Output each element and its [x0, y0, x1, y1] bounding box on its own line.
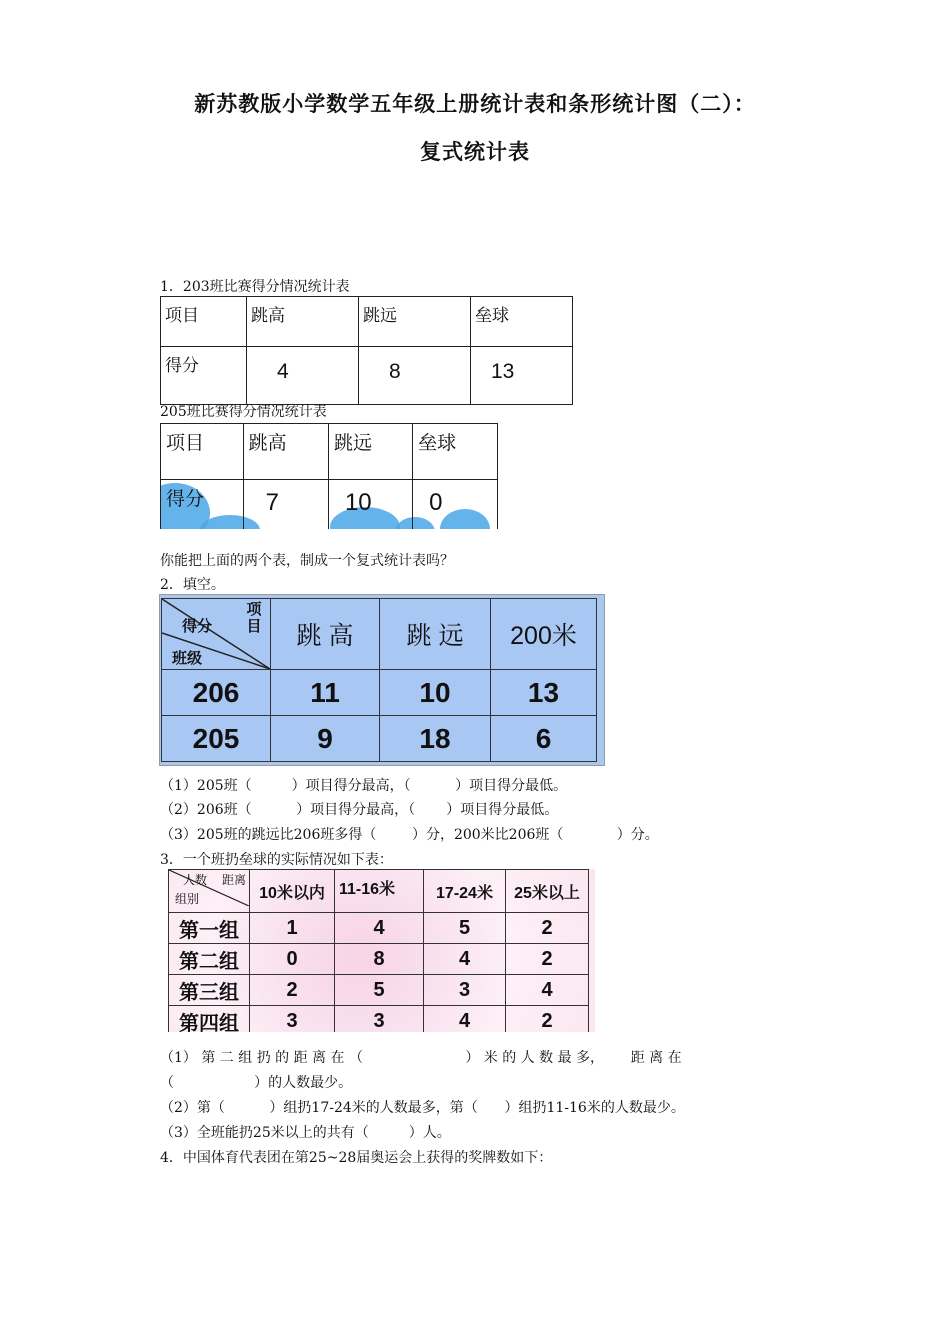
table2-caption: 205班比赛得分情况统计表: [160, 404, 327, 420]
table1-header-softball: 垒球: [471, 297, 573, 347]
table-205-scores: [160, 423, 498, 529]
table4-cell: 5: [335, 975, 424, 1006]
table3-header: 跳 高: [271, 599, 380, 670]
table2-header-high-jump: 跳高: [243, 424, 328, 480]
table2-cell: 10: [328, 480, 412, 530]
document-subtitle: 复式统计表: [420, 140, 530, 164]
table2-cell: 7: [243, 480, 328, 530]
corner-label-group: 组别: [175, 892, 200, 906]
table4-group: 第一组: [169, 913, 250, 944]
corner-label-score: 得分: [182, 617, 213, 635]
table2-row-label: 得分: [161, 480, 244, 530]
corner-label-people: 人数: [183, 873, 208, 887]
table1-cell: 13: [471, 347, 573, 405]
table4-cell: 5: [424, 913, 506, 944]
table-class-scores: [161, 598, 597, 762]
table1-row-label: 得分: [161, 347, 247, 405]
table1-header-high-jump: 跳高: [247, 297, 359, 347]
table4-group: 第三组: [169, 975, 250, 1006]
table3-cell: 10: [380, 670, 491, 716]
q3-line-1b: （ ）的人数最少。: [160, 1075, 353, 1091]
table4-cell: 2: [250, 975, 335, 1006]
table4-header: 25米以上: [506, 870, 589, 913]
table1-cell: 4: [247, 347, 359, 405]
table1-header-long-jump: 跳远: [359, 297, 471, 347]
q2-line-3: （3）205班的跳远比206班多得（ ）分，200米比206班（ ）分。: [160, 827, 659, 843]
table-class-scores-frame: [159, 594, 605, 766]
table-205-scores-wrapper: [160, 423, 498, 529]
table4-header: 11-16米: [335, 870, 424, 913]
q3-line-2: （2）第（ ）组扔17-24米的人数最多，第（ ）组扔11-16米的人数最少。: [160, 1100, 685, 1116]
corner-label-class: 班级: [172, 649, 203, 667]
table3-cell: 18: [380, 716, 491, 762]
table3-cell: 6: [491, 716, 597, 762]
table4-cell: 3: [250, 1006, 335, 1033]
table4-cell: 1: [250, 913, 335, 944]
table4-cell: 3: [424, 975, 506, 1006]
table3-corner-cell: [162, 599, 271, 670]
table-softball-throw: [168, 869, 589, 1032]
table4-group: 第二组: [169, 944, 250, 975]
table4-cell: 2: [506, 1006, 589, 1033]
table3-cell: 9: [271, 716, 380, 762]
table4-group: 第四组: [169, 1006, 250, 1033]
table3-class-206: 206: [162, 670, 271, 716]
table3-class-205: 205: [162, 716, 271, 762]
table3-header: 跳 远: [380, 599, 491, 670]
table3-cell: 13: [491, 670, 597, 716]
table4-header: 17-24米: [424, 870, 506, 913]
q2-line-2: （2）206班（ ）项目得分最高，（ ）项目得分最低。: [160, 802, 559, 818]
table4-header: 10米以内: [250, 870, 335, 913]
q3-line-1a: （1） 第 二 组 扔 的 距 离 在 （ ） 米 的 人 数 最 多， 距 离 在: [160, 1050, 682, 1066]
table3-cell: 11: [271, 670, 380, 716]
table4-cell: 2: [506, 913, 589, 944]
table4-cell: 2: [506, 944, 589, 975]
table2-header-softball: 垒球: [413, 424, 498, 480]
table3-header: 200米: [491, 599, 597, 670]
q2-heading: 2．填空。: [160, 577, 225, 593]
table4-cell: 4: [506, 975, 589, 1006]
q2-line-1: （1）205班（ ）项目得分最高，（ ）项目得分最低。: [160, 778, 568, 794]
document-title: 新苏教版小学数学五年级上册统计表和条形统计图（二）：: [194, 92, 756, 116]
table2-header-item: 项目: [161, 424, 244, 480]
q1-question: 你能把上面的两个表，制成一个复式统计表吗？: [160, 553, 454, 569]
table4-cell: 4: [424, 1006, 506, 1033]
table-softball-throw-wrapper: [168, 869, 595, 1032]
table4-cell: 0: [250, 944, 335, 975]
corner-label-item: 项目: [246, 600, 262, 635]
table4-cell: 3: [335, 1006, 424, 1033]
q3-line-3: （3）全班能扔25米以上的共有（ ）人。: [160, 1125, 451, 1141]
q3-heading: 3．一个班扔垒球的实际情况如下表：: [160, 852, 393, 868]
table1-caption: 1．203班比赛得分情况统计表: [160, 279, 350, 295]
table2-header-long-jump: 跳远: [328, 424, 412, 480]
q4-heading: 4．中国体育代表团在第25~28届奥运会上获得的奖牌数如下：: [160, 1150, 553, 1166]
table-203-scores: [160, 296, 573, 405]
table1-cell: 8: [359, 347, 471, 405]
table1-header-item: 项目: [161, 297, 247, 347]
table2-cell: 0: [413, 480, 498, 530]
corner-label-distance: 距离: [221, 873, 246, 887]
table4-cell: 8: [335, 944, 424, 975]
table4-cell: 4: [424, 944, 506, 975]
table4-corner-cell: [169, 870, 250, 913]
table4-cell: 4: [335, 913, 424, 944]
